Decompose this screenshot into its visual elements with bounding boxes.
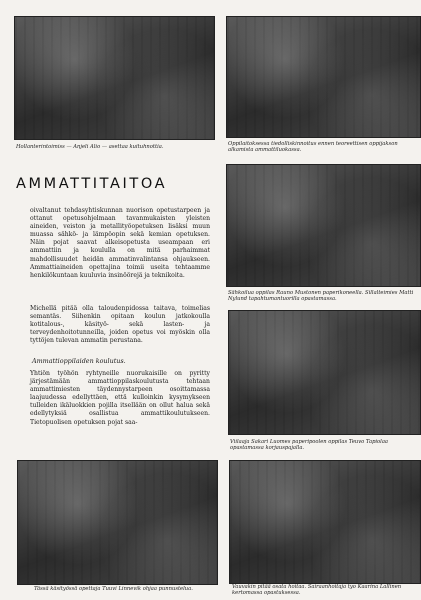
photo-workshop xyxy=(228,310,421,435)
photo-paper-machine xyxy=(226,164,421,287)
body-paragraph: Michellä pitää olla taloudenpidossa taitava, toimelias semantäs. Siihenkin opitaan koulun jatkokoulla kotitalous-, käsityö- sekä lasten- ja terveydenhoitotunneilla, joiden opetus voi myöskin olla tyttöjen tulevan ammatin perustana. xyxy=(30,305,210,345)
photo-baby-care xyxy=(229,460,421,584)
body-paragraph: oivaltanut tehdasyhtiskunnan nuorison opetustarpeen ja ottanut opetusohjelmaan tavanmukaisten yleisten aineiden, veiston ja metallityöopetuksen lisäksi muun muassa sähkö- ja lämpöopin sekä kemian opetuksen. Näin pojat saavat alkeisopetusta useampaan eri ammattiin ja koululla on mitä parhaimmat mahdollisuudet heidän ammatinvalintansa ohjaukseen. Ammattiaineiden opettajina toimii useita tehtaamme henkilökuntaan kuuluvia insinöörejä ja teknikoita. xyxy=(30,207,210,279)
photo-machine-worker xyxy=(14,16,215,140)
photo-caption: Vauvakin pitää osata hoitaa. Sairaanhoitaja tyo Kaarina Lallinen kertomassa opastuksessa. xyxy=(232,584,402,597)
page-title: AMMATTITAITOA xyxy=(16,176,168,192)
body-paragraph: Yhtiön työhön ryhtyneille nuorukaisille on pyritty järjestämään ammattioppilaskoulutusta tehtaan ammattimiesten täydennystarpeen osoittamassa laajuudessa edellyttäen, että kulloinkin kysymykseen tulleiden ikäluokkien pojilla itsellään on ollut halua sekä edellytyksiä osallistua ammattikoulutukseen. Tietopuolisen opetuksen pojat saa- xyxy=(30,370,210,426)
photo-handicraft-class xyxy=(17,460,218,585)
photo-caption: Oppilaitoksessa tiedolliskinnoitus ennen teoreettisen oppijakson alkamista ammattiluokassa. xyxy=(228,141,398,154)
section-subheading: Ammattioppilaiden koulutus. xyxy=(32,357,126,365)
photo-caption: Hollanterintoimiss — Anjeli Alio — asettaa kuituhnottia. xyxy=(16,144,164,150)
photo-classroom xyxy=(226,16,421,138)
photo-caption: Sähkoilua oppilas Rauno Mustonen paperikoneella. Sillalteimies Matti Nylund tapahtumantuorilla opastamassa. xyxy=(228,290,414,303)
photo-caption: Tässä käsityössä opettaja Tuuvi Linnevik ohjaa punnustelua. xyxy=(34,586,193,592)
photo-caption: Viilaaja Sakari Luomes paperipoolen oppilas Teuvo Tapiolaa opastamassa korjauspajalla. xyxy=(230,439,389,452)
